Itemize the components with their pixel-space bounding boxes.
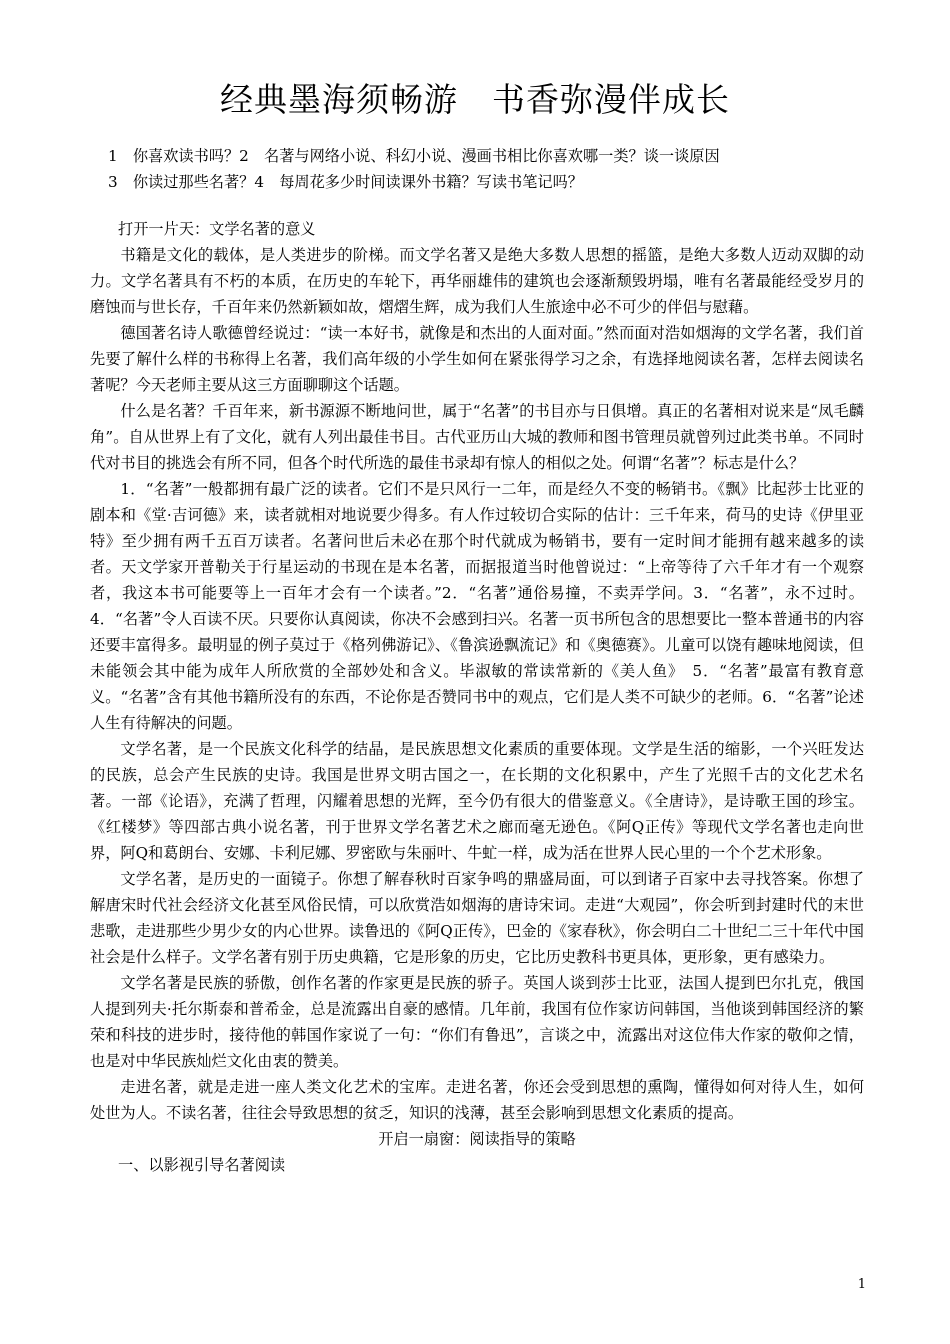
question-line: 3 你读过那些名著？4 每周花多少时间读课外书籍？写读书笔记吗？ [108, 173, 583, 191]
document-body [90, 143, 864, 1178]
document-title: 经典墨海须畅游 书香弥漫伴成长 [220, 80, 730, 119]
page-number: 1 [857, 1277, 866, 1292]
question-line: 1 你喜欢读书吗？2 名著与网络小说、科幻小说、漫画书相比你喜欢哪一类？谈一谈原因 [108, 147, 720, 165]
section-heading: 打开一片天：文学名著的意义 [118, 220, 316, 238]
body-paragraph: 书籍是文化的载体，是人类进步的阶梯。而文学名著又是绝大多数人思想的摇篮，是绝大多数人迈动双脚的动力。文学名著具有不朽的本质，在历史的车轮下，再华丽雄伟的建筑也会逐渐颓毁坍塌，唯有名著最能经受岁月的磨蚀而与世长存，千百年来仍然新颖如故，熠熠生辉，成为我们人生旅途中必不可少的伴侣与慰藉。 [90, 246, 864, 316]
body-paragraph: 文学名著，是历史的一面镜子。你想了解春秋时百家争鸣的鼎盛局面，可以到诸子百家中去寻找答案。你想了解唐宋时代社会经济文化甚至风俗民情，可以欣赏浩如烟海的唐诗宋词。走进“大观园”，你会听到封建时代的末世悲歌，走进那些少男少女的内心世界。读鲁迅的《阿Q正传》，巴金的《家春秋》，你会明白二十世纪二三十年代中国社会是什么样子。文学名著有别于历史典籍，它是形象的历史，它比历史教科书更具体，更形象，更有感染力。 [90, 870, 864, 966]
body-paragraph: 什么是名著？千百年来，新书源源不断地问世，属于“名著”的书目亦与日俱增。真正的名著相对说来是“凤毛麟角”。自从世界上有了文化，就有人列出最佳书目。古代亚历山大城的教师和图书管理员就曾列过此类书单。不同时代对书目的挑选会有所不同，但各个时代所选的最佳书录却有惊人的相似之处。何谓“名著”？标志是什么？ [90, 402, 864, 472]
body-paragraph: 德国著名诗人歌德曾经说过：“读一本好书，就像是和杰出的人面对面。”然而面对浩如烟海的文学名著，我们首先要了解什么样的书称得上名著，我们高年级的小学生如何在紧张得学习之余，有选择地阅读名著，怎样去阅读名著呢？今天老师主要从这三方面聊聊这个话题。 [90, 324, 864, 394]
body-paragraph: 走进名著，就是走进一座人类文化艺术的宝库。走进名著，你还会受到思想的熏陶，懂得如何对待人生，如何处世为人。不读名著，往往会导致思想的贫乏，知识的浅薄，甚至会影响到思想文化素质的提高。 [90, 1078, 864, 1122]
body-paragraph: 1．“名著”一般都拥有最广泛的读者。它们不是只风行一二年，而是经久不变的畅销书。《飘》比起莎士比亚的剧本和《堂·吉诃德》来，读者就相对地说要少得多。有人作过较切合实际的估计：三千年来，荷马的史诗《伊里亚特》至少拥有两千五百万读者。名著问世后未必在那个时代就成为畅销书，要有一定时间才能拥有越来越多的读者。天文学家开普勒关于行星运动的书现在是本名著，而据报道当时他曾说过：“上帝等待了六千年才有一个观察者，我这本书可能要等上一百年才会有一个读者。”2．“名著”通俗易撞，不卖弄学问。3．“名著”，永不过时。4．“名著”令人百读不厌。只要你认真阅读，你决不会感到扫兴。名著一页书所包含的思想要比一整本普通书的内容还要丰富得多。最明显的例子莫过于《格列佛游记》、《鲁滨逊飘流记》和《奥德赛》。儿童可以饶有趣味地阅读，但未能领会其中能为成年人所欣赏的全部妙处和含义。毕淑敏的常读常新的《美人鱼》 5．“名著”最富有教育意义。“名著”含有其他书籍所没有的东西，不论你是否赞同书中的观点，它们是人类不可缺少的老师。6．“名著”论述人生有待解决的问题。 [90, 480, 864, 732]
body-paragraph: 文学名著是民族的骄傲，创作名著的作家更是民族的骄子。英国人谈到莎士比亚，法国人提到巴尔扎克，俄国人提到列夫·托尔斯泰和普希金，总是流露出自豪的感情。几年前，我国有位作家访问韩国，当他谈到韩国经济的繁荣和科技的进步时，接待他的韩国作家说了一句：“你们有鲁迅”，言谈之中，流露出对这位伟大作家的敬仰之情，也是对中华民族灿烂文化由衷的赞美。 [90, 974, 864, 1070]
body-paragraph: 文学名著，是一个民族文化科学的结晶，是民族思想文化素质的重要体现。文学是生活的缩影，一个兴旺发达的民族，总会产生民族的史诗。我国是世界文明古国之一，在长期的文化积累中，产生了光照千古的文化艺术名著。一部《论语》，充满了哲理，闪耀着思想的光辉，至今仍有很大的借鉴意义。《全唐诗》，是诗歌王国的珍宝。《红楼梦》等四部古典小说名著，刊于世界文学名著艺术之廊而毫无逊色。《阿Q正传》等现代文学名著也走向世界，阿Q和葛朗台、安娜、卡利尼娜、罗密欧与朱丽叶、牛虻一样，成为活在世界人民心里的一个个艺术形象。 [90, 740, 864, 862]
subsection-heading: 一、以影视引导名著阅读 [118, 1156, 286, 1174]
section-heading: 开启一扇窗：阅读指导的策略 [378, 1130, 576, 1148]
